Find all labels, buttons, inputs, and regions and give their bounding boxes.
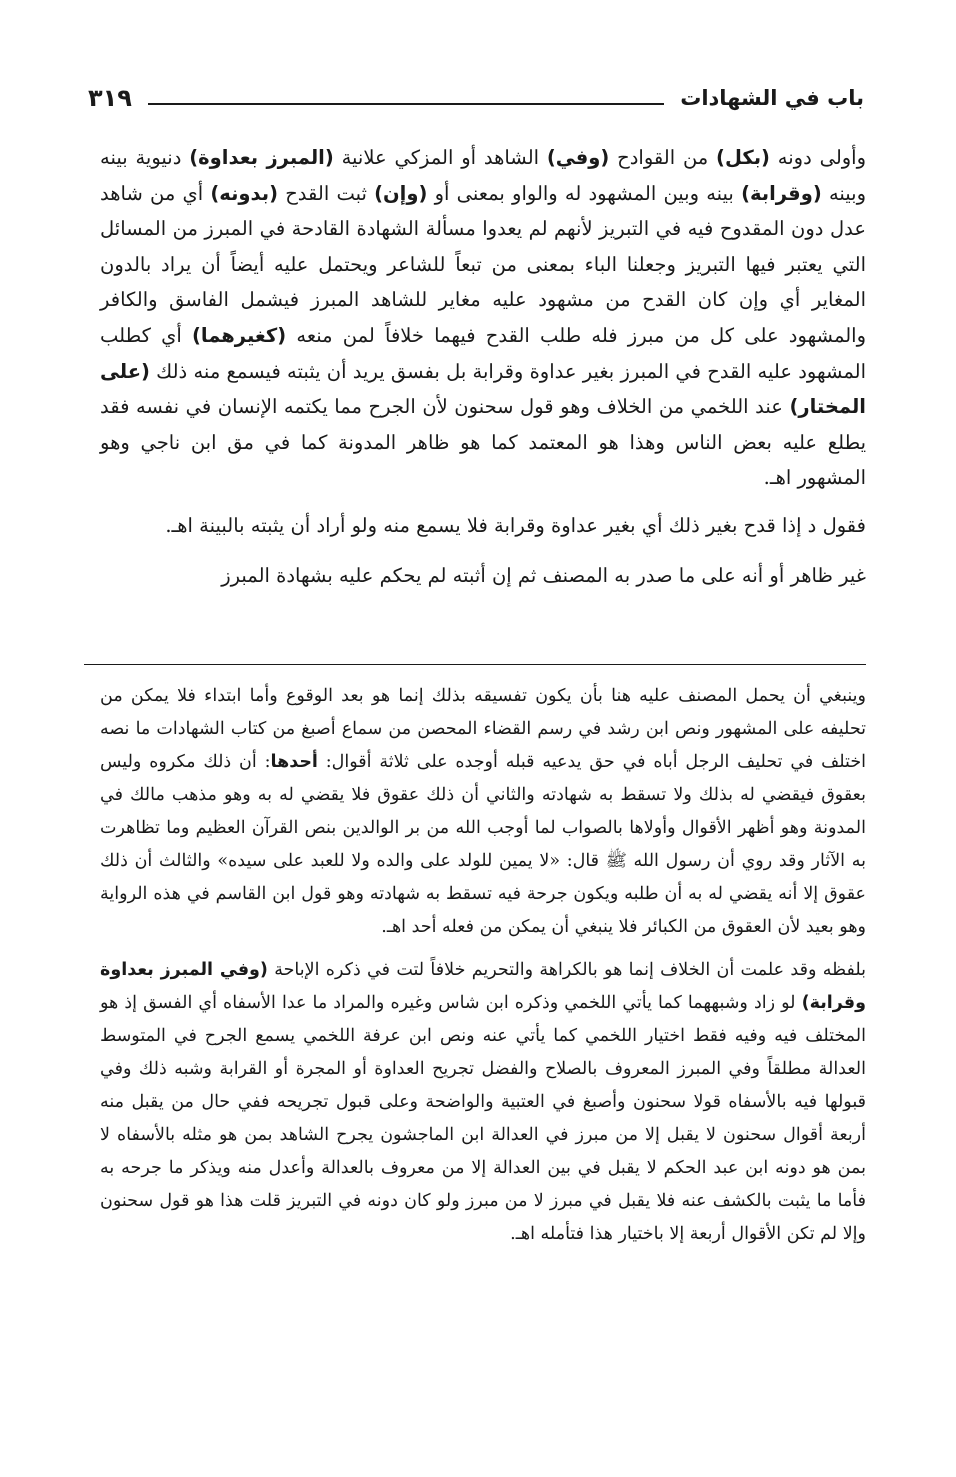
main-paragraph-1 [100, 140, 866, 496]
text-run: بينه وبين المشهود له والواو بمعنى أو [427, 181, 742, 205]
main-paragraph-2: فقول د إذا قدح بغير ذلك أي بغير عداوة وقرابة فلا يسمع منه ولو أراد أن يثبته بالبينة اهـ. [165, 513, 866, 537]
running-header [88, 78, 864, 118]
text-run: بلفظه وقد علمت أن الخلاف إنما هو بالكراهة والتحريم خلافاً لتت في ذكره الإباحة [267, 960, 866, 980]
matn-keyword: (بدونه) [210, 181, 279, 205]
header-rule [148, 103, 664, 105]
matn-keyword: (وفي) [546, 146, 610, 169]
chapter-title: باب في الشهادات [680, 86, 864, 110]
matn-keyword: (كغيرهما) [191, 323, 287, 347]
text-run: وأولى دونه [769, 146, 867, 169]
page-number: ٣١٩ [88, 84, 132, 112]
footnote-keyword: أحدها [270, 752, 318, 772]
main-paragraph-3: غير ظاهر أو أنه على ما صدر به المصنف ثم إن أثبته لم يحكم عليه بشهادة المبرز [221, 563, 866, 587]
main-text [100, 140, 866, 593]
text-run: الشاهد أو المزكي علانية [333, 146, 547, 169]
text-run: أي من شاهد عدل دون المقدوح فيه في التبريز لأنهم لم يعدوا مسألة الشهادة القادحة في المبرز من المسائل التي يعتبر فيها التبريز وجعلنا الباء بمعنى من تبعاً للشاعر ويحتمل عليه أيضاً أن يراد بالدون المغاير أي وإن كان القدح من مشهود عليه مغاير للشاهد المبرز فيشمل الفاسق والكافر والمشهود على كل من مبرز فله طلب القدح فيهما خلافاً لمن منعه [100, 181, 867, 347]
footnote-paragraph-2 [100, 954, 866, 1251]
footnote-text [100, 680, 866, 1251]
footnote-separator [84, 664, 866, 665]
matn-keyword: (على المختار) [100, 359, 866, 419]
footnote-keyword: (وفي المبرز بعداوة وقرابة) [100, 960, 866, 1013]
matn-keyword: (وقرابة) [741, 181, 822, 205]
footnote-paragraph-1 [100, 680, 866, 944]
text-run: وينبغي أن يحمل المصنف عليه هنا بأن يكون تفسيقه بذلك إنما هو بعد الوقوع وأما ابتداء فلا يمكن من تحليفه على المشهور ونص ابن رشد في رسم القضاء المحصن من سماع أصبغ من كتاب الشهادات ما نصه اختلف في تحليف الرجل أباه في حق يدعيه قبله أوجده على ثلاثة أقوال: [100, 686, 866, 772]
text-run: دنيوية بينه وبينه [100, 146, 867, 205]
text-run: ثبت القدح [278, 181, 375, 205]
matn-keyword: (بكل) [716, 146, 770, 169]
matn-keyword: (المبرز بعداوة) [189, 146, 334, 169]
text-run: : أن ذلك مكروه وليس بعقوق فيقضي له بذلك ولا تسقط به شهادته والثاني أن ذلك عقوق فلا يقضي له به وهو مذهب مالك في المدونة وهو أظهر الأقوال وأولاها بالصواب لما أوجب الله من بر الوالدين بنص القرآن العظيم وما تظاهرت به الآثار وقد روي أن رسول الله ﷺ قال: «لا يمين للولد على والده ولا للعبد على سيده» والثالث أن ذلك عقوق إلا أنه يقضي له به أن طلبه ويكون جرحة فيه تسقط به شهادته وهو قول ابن القاسم في هذه الرواية وهو بعيد لأن العقوق من الكبائر فلا ينبغي أن يمكن من فعله أحد اهـ. [100, 752, 866, 937]
text-run: عند اللخمي من الخلاف وهو قول سحنون لأن الجرح مما يكتمه الإنسان في نفسه فقد يطلع عليه بعض الناس وهذا هو المعتمد كما هو ظاهر المدونة كما في مق ابن ناجي وهو المشهور اهـ. [100, 395, 866, 490]
text-run: أي كطلب المشهود عليه القدح في المبرز بغير عداوة وقرابة بل بفسق يريد أن يثبته فيسمع منه ذلك [100, 323, 866, 383]
text-run: لو زاد وشبههما كما يأتي اللخمي وذكره ابن شاس وغيره والمراد ما عدا الأسفاه أي الفسق إذ هو المختلف فيه وفيه فقط اختيار اللخمي كما يأتي عنه ونص ابن عرفة اللخمي يسمع الجرح في المتوسط العدالة مطلقاً وفي المبرز المعروف بالصلاح والفضل تجريح العداوة أو المجرة أو القرابة وشبه ذلك وفي قبولها فيه بالأسفاه قولا سحنون وأصبغ في العتبية والواضحة وعلى قبول تجريحه ففي حال من يقبل منه أربعة أقوال سحنون لا يقبل إلا من مبرز في العدالة ابن الماجشون يجرح الشاهد بمن هو مثله بالأسفاه لا بمن هو دونه ابن عبد الحكم لا يقبل في بين العدالة إلا من معروف بالعدالة وأعدل منه ويذكر ما جرحه به فأما ما يثبت بالكشف عنه فلا يقبل في مبرز لا من مبرز ولو كان دونه في التبريز قلت هذا هو قول سحنون وإلا لم تكن الأقوال أربعة إلا باختيار هذا فتأمله اهـ. [100, 993, 866, 1244]
text-run: من القوادح [609, 146, 717, 169]
matn-keyword: (وإن) [374, 181, 428, 205]
